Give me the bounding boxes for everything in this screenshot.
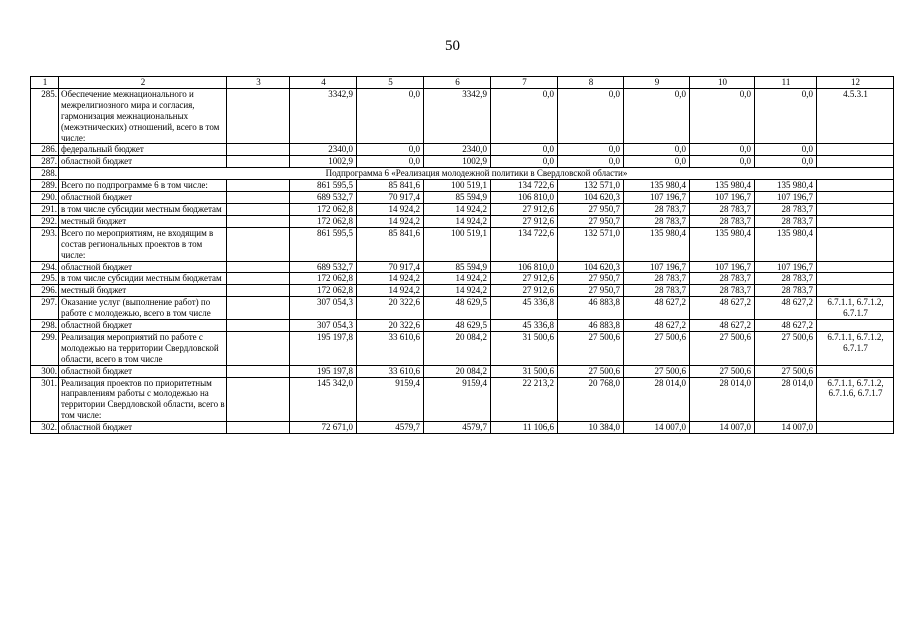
target-indicator-ref xyxy=(817,285,894,297)
subprogram-title: Подпрограмма 6 «Реализация молодежной политики в Свердловской области» xyxy=(59,168,894,180)
value-cell: 85 594,9 xyxy=(424,261,491,273)
table-row xyxy=(31,144,894,156)
row-name: Реализация мероприятий по работе с молодежью на территории Свердловской области, всего в том числе xyxy=(59,331,227,365)
column-header: 2 xyxy=(59,77,227,89)
column-header: 7 xyxy=(491,77,558,89)
value-cell: 0,0 xyxy=(755,88,817,144)
value-cell: 107 196,7 xyxy=(624,192,690,204)
value-cell: 3342,9 xyxy=(424,88,491,144)
value-cell: 20 322,6 xyxy=(357,320,424,332)
row-number: 297. xyxy=(31,297,59,320)
value-cell: 106 810,0 xyxy=(491,261,558,273)
value-cell: 861 595,5 xyxy=(290,180,357,192)
value-cell: 46 883,8 xyxy=(558,320,624,332)
value-cell: 20 768,0 xyxy=(558,377,624,422)
value-cell: 0,0 xyxy=(491,156,558,168)
row-number: 300. xyxy=(31,365,59,377)
value-cell: 4579,7 xyxy=(357,422,424,434)
target-indicator-ref xyxy=(817,192,894,204)
value-cell: 135 980,4 xyxy=(755,180,817,192)
value-cell: 28 783,7 xyxy=(690,285,755,297)
value-cell: 27 912,6 xyxy=(491,285,558,297)
column-3-cell xyxy=(227,215,290,227)
value-cell: 28 014,0 xyxy=(755,377,817,422)
target-indicator-ref xyxy=(817,227,894,261)
value-cell: 689 532,7 xyxy=(290,192,357,204)
row-name: областной бюджет xyxy=(59,261,227,273)
value-cell: 28 014,0 xyxy=(690,377,755,422)
value-cell: 14 924,2 xyxy=(357,215,424,227)
row-name: областной бюджет xyxy=(59,365,227,377)
target-indicator-ref xyxy=(817,365,894,377)
row-name: областной бюджет xyxy=(59,156,227,168)
value-cell: 45 336,8 xyxy=(491,297,558,320)
value-cell: 11 106,6 xyxy=(491,422,558,434)
value-cell: 20 084,2 xyxy=(424,331,491,365)
row-name: местный бюджет xyxy=(59,215,227,227)
row-name: местный бюджет xyxy=(59,285,227,297)
row-name: областной бюджет xyxy=(59,422,227,434)
value-cell: 0,0 xyxy=(690,88,755,144)
value-cell: 107 196,7 xyxy=(755,192,817,204)
value-cell: 85 841,6 xyxy=(357,227,424,261)
row-number: 287. xyxy=(31,156,59,168)
row-number: 288. xyxy=(31,168,59,180)
value-cell: 48 629,5 xyxy=(424,297,491,320)
value-cell: 27 500,6 xyxy=(558,331,624,365)
value-cell: 28 783,7 xyxy=(755,203,817,215)
value-cell: 14 924,2 xyxy=(424,215,491,227)
value-cell: 48 627,2 xyxy=(690,297,755,320)
value-cell: 27 912,6 xyxy=(491,273,558,285)
value-cell: 9159,4 xyxy=(424,377,491,422)
value-cell: 14 007,0 xyxy=(624,422,690,434)
value-cell: 9159,4 xyxy=(357,377,424,422)
value-cell: 132 571,0 xyxy=(558,180,624,192)
value-cell: 33 610,6 xyxy=(357,331,424,365)
row-name: в том числе субсидии местным бюджетам xyxy=(59,273,227,285)
value-cell: 107 196,7 xyxy=(690,192,755,204)
value-cell: 31 500,6 xyxy=(491,365,558,377)
value-cell: 33 610,6 xyxy=(357,365,424,377)
column-3-cell xyxy=(227,285,290,297)
value-cell: 0,0 xyxy=(357,88,424,144)
value-cell: 0,0 xyxy=(357,156,424,168)
row-name: Реализация проектов по приоритетным направлениям работы с молодежью на территории Свердловской области, всего в том числе: xyxy=(59,377,227,422)
column-header: 1 xyxy=(31,77,59,89)
column-3-cell xyxy=(227,192,290,204)
value-cell: 28 783,7 xyxy=(690,203,755,215)
value-cell: 48 627,2 xyxy=(624,297,690,320)
row-name: федеральный бюджет xyxy=(59,144,227,156)
column-header: 9 xyxy=(624,77,690,89)
target-indicator-ref xyxy=(817,156,894,168)
value-cell: 14 924,2 xyxy=(357,203,424,215)
value-cell: 0,0 xyxy=(624,144,690,156)
table-row xyxy=(31,168,894,180)
value-cell: 14 007,0 xyxy=(690,422,755,434)
table-row xyxy=(31,180,894,192)
target-indicator-ref xyxy=(817,215,894,227)
value-cell: 20 322,6 xyxy=(357,297,424,320)
value-cell: 28 783,7 xyxy=(690,215,755,227)
value-cell: 135 980,4 xyxy=(755,227,817,261)
value-cell: 307 054,3 xyxy=(290,320,357,332)
column-3-cell xyxy=(227,320,290,332)
row-name: в том числе субсидии местным бюджетам xyxy=(59,203,227,215)
target-indicator-ref xyxy=(817,273,894,285)
table-row xyxy=(31,156,894,168)
table-row xyxy=(31,297,894,320)
target-indicator-ref xyxy=(817,144,894,156)
table-row xyxy=(31,192,894,204)
value-cell: 14 924,2 xyxy=(424,203,491,215)
header-row xyxy=(31,77,894,89)
value-cell: 106 810,0 xyxy=(491,192,558,204)
row-name: областной бюджет xyxy=(59,320,227,332)
column-3-cell xyxy=(227,156,290,168)
column-3-cell xyxy=(227,422,290,434)
column-header: 11 xyxy=(755,77,817,89)
value-cell: 134 722,6 xyxy=(491,227,558,261)
table-row xyxy=(31,331,894,365)
row-number: 295. xyxy=(31,273,59,285)
row-name: Оказание услуг (выполнение работ) по работе с молодежью, всего в том числе xyxy=(59,297,227,320)
value-cell: 27 500,6 xyxy=(624,365,690,377)
value-cell: 0,0 xyxy=(491,88,558,144)
value-cell: 172 062,8 xyxy=(290,203,357,215)
value-cell: 135 980,4 xyxy=(624,180,690,192)
row-number: 294. xyxy=(31,261,59,273)
value-cell: 0,0 xyxy=(558,156,624,168)
column-3-cell xyxy=(227,88,290,144)
row-name: Обеспечение межнационального и межрелигиозного мира и согласия, гармонизация межнациональных (межэтнических) отношений, всего в том числе: xyxy=(59,88,227,144)
value-cell: 135 980,4 xyxy=(624,227,690,261)
value-cell: 134 722,6 xyxy=(491,180,558,192)
value-cell: 172 062,8 xyxy=(290,215,357,227)
target-indicator-ref xyxy=(817,320,894,332)
row-number: 292. xyxy=(31,215,59,227)
value-cell: 27 912,6 xyxy=(491,215,558,227)
row-number: 301. xyxy=(31,377,59,422)
table-row xyxy=(31,285,894,297)
row-number: 302. xyxy=(31,422,59,434)
table-row xyxy=(31,365,894,377)
column-3-cell xyxy=(227,203,290,215)
value-cell: 85 594,9 xyxy=(424,192,491,204)
value-cell: 172 062,8 xyxy=(290,273,357,285)
value-cell: 100 519,1 xyxy=(424,180,491,192)
column-header: 5 xyxy=(357,77,424,89)
value-cell: 28 783,7 xyxy=(755,273,817,285)
value-cell: 48 627,2 xyxy=(755,320,817,332)
value-cell: 28 783,7 xyxy=(690,273,755,285)
value-cell: 100 519,1 xyxy=(424,227,491,261)
column-3-cell xyxy=(227,273,290,285)
value-cell: 1002,9 xyxy=(290,156,357,168)
value-cell: 0,0 xyxy=(690,144,755,156)
value-cell: 46 883,8 xyxy=(558,297,624,320)
column-3-cell xyxy=(227,377,290,422)
row-name: Всего по мероприятиям, не входящим в состав региональных проектов в том числе: xyxy=(59,227,227,261)
value-cell: 27 950,7 xyxy=(558,215,624,227)
target-indicator-ref: 6.7.1.1, 6.7.1.2, 6.7.1.7 xyxy=(817,297,894,320)
column-3-cell xyxy=(227,227,290,261)
budget-table xyxy=(30,76,894,434)
value-cell: 104 620,3 xyxy=(558,192,624,204)
value-cell: 172 062,8 xyxy=(290,285,357,297)
row-number: 293. xyxy=(31,227,59,261)
value-cell: 27 950,7 xyxy=(558,203,624,215)
value-cell: 135 980,4 xyxy=(690,180,755,192)
value-cell: 0,0 xyxy=(690,156,755,168)
column-3-cell xyxy=(227,180,290,192)
value-cell: 0,0 xyxy=(558,88,624,144)
value-cell: 1002,9 xyxy=(424,156,491,168)
column-3-cell xyxy=(227,365,290,377)
value-cell: 861 595,5 xyxy=(290,227,357,261)
column-3-cell xyxy=(227,297,290,320)
column-header: 6 xyxy=(424,77,491,89)
target-indicator-ref: 6.7.1.1, 6.7.1.2, 6.7.1.6, 6.7.1.7 xyxy=(817,377,894,422)
value-cell: 28 783,7 xyxy=(624,285,690,297)
row-number: 285. xyxy=(31,88,59,144)
value-cell: 2340,0 xyxy=(424,144,491,156)
value-cell: 0,0 xyxy=(558,144,624,156)
target-indicator-ref: 6.7.1.1, 6.7.1.2, 6.7.1.7 xyxy=(817,331,894,365)
value-cell: 28 014,0 xyxy=(624,377,690,422)
value-cell: 28 783,7 xyxy=(624,215,690,227)
page-number: 50 xyxy=(445,38,460,54)
column-3-cell xyxy=(227,331,290,365)
value-cell: 0,0 xyxy=(755,156,817,168)
row-number: 299. xyxy=(31,331,59,365)
value-cell: 20 084,2 xyxy=(424,365,491,377)
value-cell: 27 500,6 xyxy=(558,365,624,377)
value-cell: 48 627,2 xyxy=(755,297,817,320)
value-cell: 107 196,7 xyxy=(624,261,690,273)
table-row xyxy=(31,422,894,434)
column-header: 8 xyxy=(558,77,624,89)
column-header: 12 xyxy=(817,77,894,89)
value-cell: 27 950,7 xyxy=(558,285,624,297)
value-cell: 27 500,6 xyxy=(690,365,755,377)
row-number: 296. xyxy=(31,285,59,297)
value-cell: 0,0 xyxy=(357,144,424,156)
value-cell: 195 197,8 xyxy=(290,331,357,365)
value-cell: 31 500,6 xyxy=(491,331,558,365)
value-cell: 45 336,8 xyxy=(491,320,558,332)
value-cell: 10 384,0 xyxy=(558,422,624,434)
value-cell: 14 924,2 xyxy=(357,285,424,297)
table-row xyxy=(31,320,894,332)
value-cell: 14 007,0 xyxy=(755,422,817,434)
value-cell: 48 627,2 xyxy=(624,320,690,332)
value-cell: 4579,7 xyxy=(424,422,491,434)
value-cell: 307 054,3 xyxy=(290,297,357,320)
value-cell: 27 950,7 xyxy=(558,273,624,285)
value-cell: 689 532,7 xyxy=(290,261,357,273)
value-cell: 85 841,6 xyxy=(357,180,424,192)
value-cell: 72 671,0 xyxy=(290,422,357,434)
row-number: 290. xyxy=(31,192,59,204)
value-cell: 27 912,6 xyxy=(491,203,558,215)
value-cell: 27 500,6 xyxy=(755,331,817,365)
value-cell: 107 196,7 xyxy=(755,261,817,273)
value-cell: 70 917,4 xyxy=(357,261,424,273)
value-cell: 3342,9 xyxy=(290,88,357,144)
value-cell: 0,0 xyxy=(624,156,690,168)
value-cell: 195 197,8 xyxy=(290,365,357,377)
value-cell: 104 620,3 xyxy=(558,261,624,273)
value-cell: 135 980,4 xyxy=(690,227,755,261)
row-number: 298. xyxy=(31,320,59,332)
table-row xyxy=(31,88,894,144)
value-cell: 28 783,7 xyxy=(624,203,690,215)
column-header: 4 xyxy=(290,77,357,89)
target-indicator-ref xyxy=(817,422,894,434)
target-indicator-ref xyxy=(817,203,894,215)
value-cell: 145 342,0 xyxy=(290,377,357,422)
value-cell: 132 571,0 xyxy=(558,227,624,261)
value-cell: 107 196,7 xyxy=(690,261,755,273)
value-cell: 0,0 xyxy=(624,88,690,144)
row-number: 289. xyxy=(31,180,59,192)
row-name: Всего по подпрограмме 6 в том числе: xyxy=(59,180,227,192)
column-header: 10 xyxy=(690,77,755,89)
value-cell: 27 500,6 xyxy=(624,331,690,365)
value-cell: 28 783,7 xyxy=(755,215,817,227)
row-number: 286. xyxy=(31,144,59,156)
table-row xyxy=(31,377,894,422)
table-row xyxy=(31,203,894,215)
value-cell: 2340,0 xyxy=(290,144,357,156)
target-indicator-ref xyxy=(817,261,894,273)
table-body xyxy=(31,77,894,434)
target-indicator-ref xyxy=(817,180,894,192)
column-3-cell xyxy=(227,144,290,156)
row-number: 291. xyxy=(31,203,59,215)
column-3-cell xyxy=(227,261,290,273)
value-cell: 14 924,2 xyxy=(424,273,491,285)
table-row xyxy=(31,261,894,273)
value-cell: 22 213,2 xyxy=(491,377,558,422)
value-cell: 48 629,5 xyxy=(424,320,491,332)
row-name: областной бюджет xyxy=(59,192,227,204)
table-row xyxy=(31,273,894,285)
table-row xyxy=(31,215,894,227)
table-row xyxy=(31,227,894,261)
value-cell: 14 924,2 xyxy=(424,285,491,297)
value-cell: 0,0 xyxy=(491,144,558,156)
value-cell: 14 924,2 xyxy=(357,273,424,285)
value-cell: 28 783,7 xyxy=(624,273,690,285)
value-cell: 48 627,2 xyxy=(690,320,755,332)
value-cell: 70 917,4 xyxy=(357,192,424,204)
target-indicator-ref: 4.5.3.1 xyxy=(817,88,894,144)
value-cell: 27 500,6 xyxy=(690,331,755,365)
value-cell: 28 783,7 xyxy=(755,285,817,297)
value-cell: 0,0 xyxy=(755,144,817,156)
column-header: 3 xyxy=(227,77,290,89)
value-cell: 27 500,6 xyxy=(755,365,817,377)
